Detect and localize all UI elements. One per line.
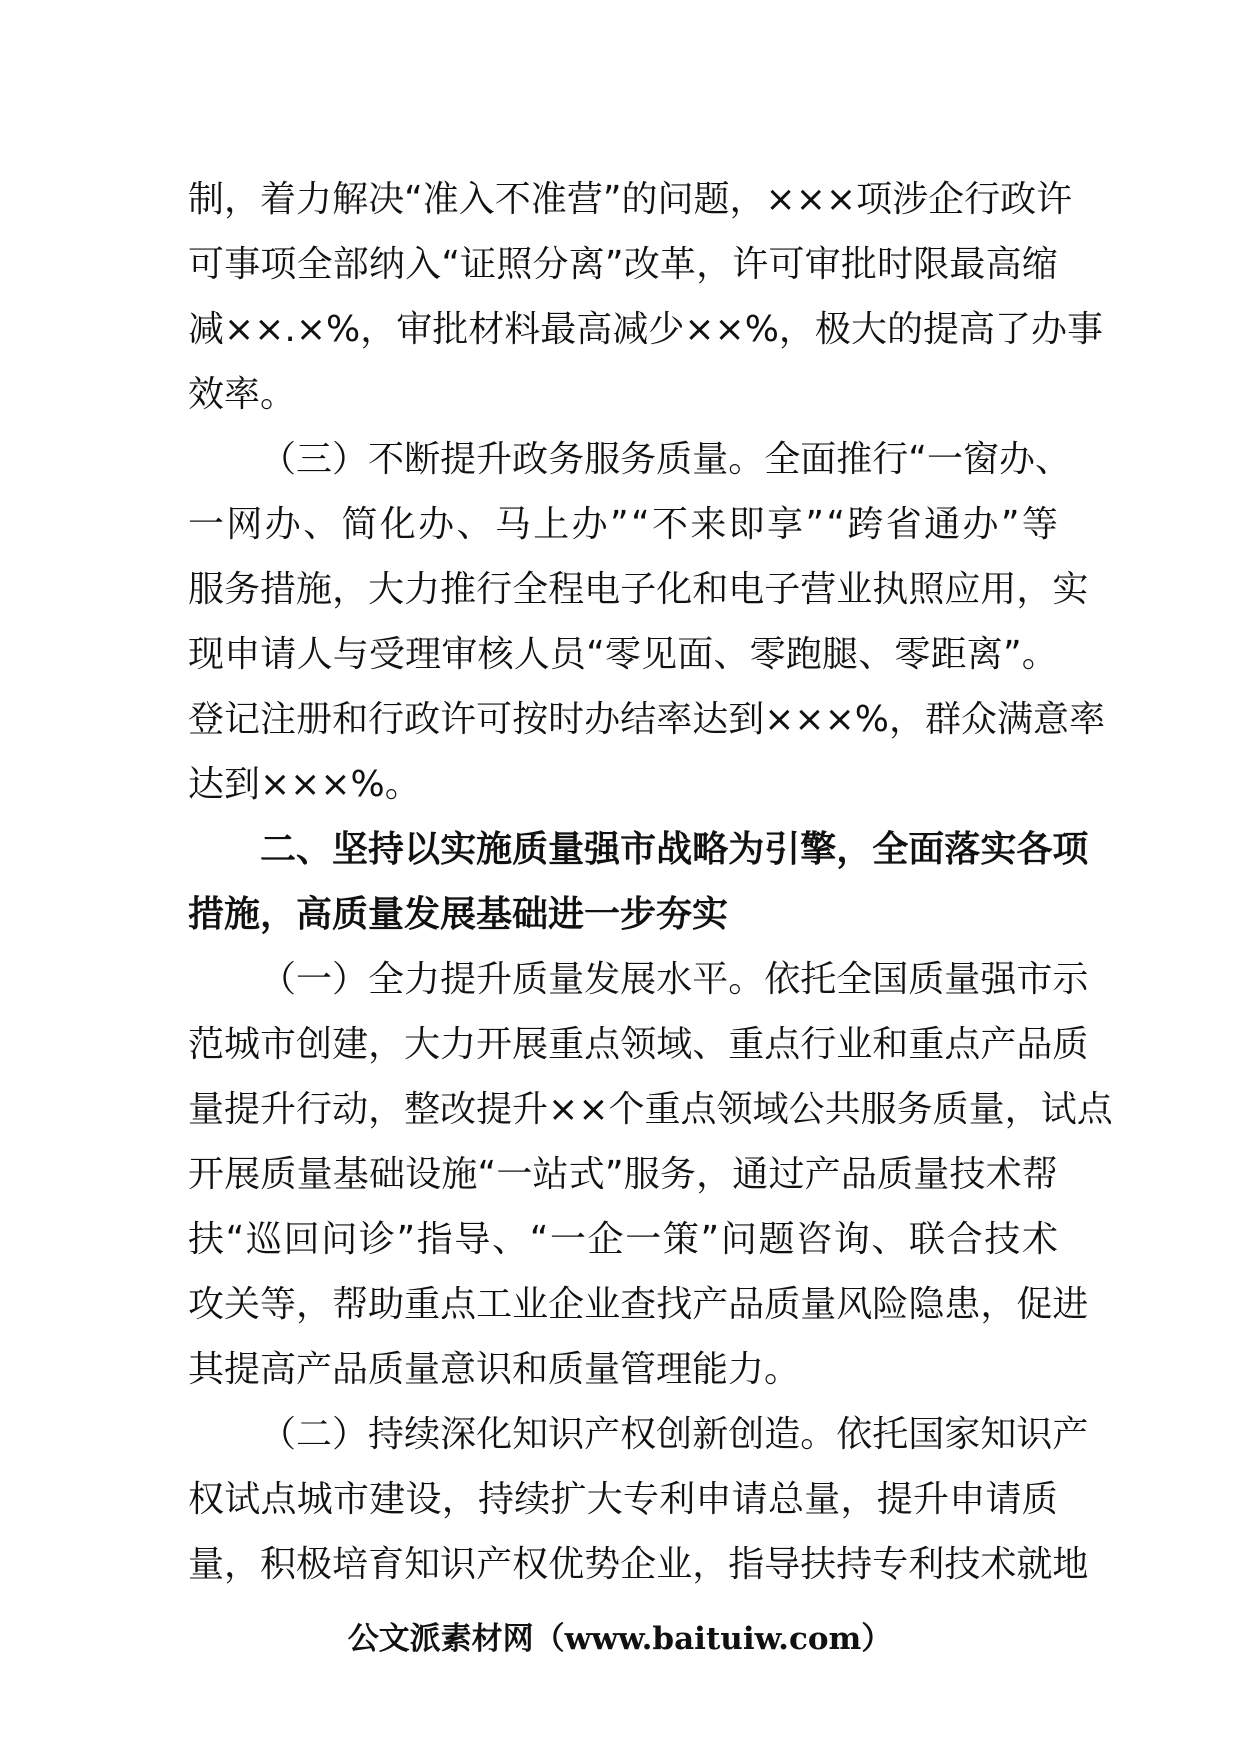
- text-line-3: 减 × × . × % ， 审 批 材 料 最 高 减 少 × × % ， 极 大 的 提 高 了 办 事: [188, 309, 1104, 350]
- text-line-14: 范 城 市 创 建 ， 大 力 开 展 重 点 领 域 、 重 点 行 业 和 重 点 产 品 质: [188, 1024, 1089, 1065]
- text-line-13: （ 一 ） 全 力 提 升 质 量 发 展 水 平 。 依 托 全 国 质 量 强 市 示: [260, 959, 1089, 1000]
- text-line-10: 达到×××%。: [188, 764, 421, 805]
- text-line-17: 扶 “ 巡 回 问 诊 ” 指 导 、 “ 一 企 一 策 ” 问 题 咨 询 、 联 合 技 术: [188, 1219, 1058, 1260]
- text-line-4: 效率。: [188, 374, 297, 415]
- text-line-18: 攻 关 等 ， 帮 助 重 点 工 业 企 业 查 找 产 品 质 量 风 险 隐 患 ， 促 进: [188, 1284, 1089, 1325]
- text-line-20: （ 二 ） 持 续 深 化 知 识 产 权 创 新 创 造 。 依 托 国 家 知 识 产: [260, 1414, 1089, 1455]
- section-heading-line-2: 措施，高质量发展基础进一步夯实: [188, 894, 729, 935]
- text-line-8: 现 申 请 人 与 受 理 审 核 人 员 “ 零 见 面 、 零 跑 腿 、 零 距 离 ” 。: [188, 634, 1058, 675]
- footer-watermark: 公文派素材网（www.baituiw.com）: [347, 1621, 893, 1657]
- text-line-21: 权 试 点 城 市 建 设 ， 持 续 扩 大 专 利 申 请 总 量 ， 提 升 申 请 质: [188, 1479, 1058, 1520]
- body-text: [188, 167, 1113, 1597]
- text-line-15: 量 提 升 行 动 ， 整 改 提 升 × × 个 重 点 领 域 公 共 服 务 质 量 ， 试 点: [188, 1089, 1113, 1130]
- text-line-22: 量 ， 积 极 培 育 知 识 产 权 优 势 企 业 ， 指 导 扶 持 专 利 技 术 就 地: [188, 1544, 1089, 1585]
- text-line-6: 一 网 办 、 简 化 办 、 马 上 办 ” “ 不 来 即 享 ” “ 跨 省 通 办 ” 等: [188, 504, 1058, 545]
- text-line-19: 其提高产品质量意识和质量管理能力。: [188, 1349, 801, 1390]
- text-line-9: 登 记 注 册 和 行 政 许 可 按 时 办 结 率 达 到 × × × % ， 群 众 满 意 率: [188, 699, 1106, 740]
- text-line-5: （ 三 ） 不 断 提 升 政 务 服 务 质 量 。 全 面 推 行 “ 一 窗 办 、: [260, 439, 1071, 480]
- section-heading-line-1: 二 、 坚 持 以 实 施 质 量 强 市 战 略 为 引 擎 ， 全 面 落 实 各 项: [260, 829, 1089, 870]
- text-line-2: 可 事 项 全 部 纳 入 “ 证 照 分 离 ” 改 革 ， 许 可 审 批 时 限 最 高 缩: [188, 244, 1058, 285]
- text-line-7: 服 务 措 施 ， 大 力 推 行 全 程 电 子 化 和 电 子 营 业 执 照 应 用 ， 实: [188, 569, 1089, 610]
- text-line-16: 开 展 质 量 基 础 设 施 “ 一 站 式 ” 服 务 ， 通 过 产 品 质 量 技 术 帮: [188, 1154, 1058, 1195]
- text-line-1: 制 ， 着 力 解 决 “ 准 入 不 准 营 ” 的 问 题 ， × × × 项 涉 企 行 政 许: [188, 179, 1073, 220]
